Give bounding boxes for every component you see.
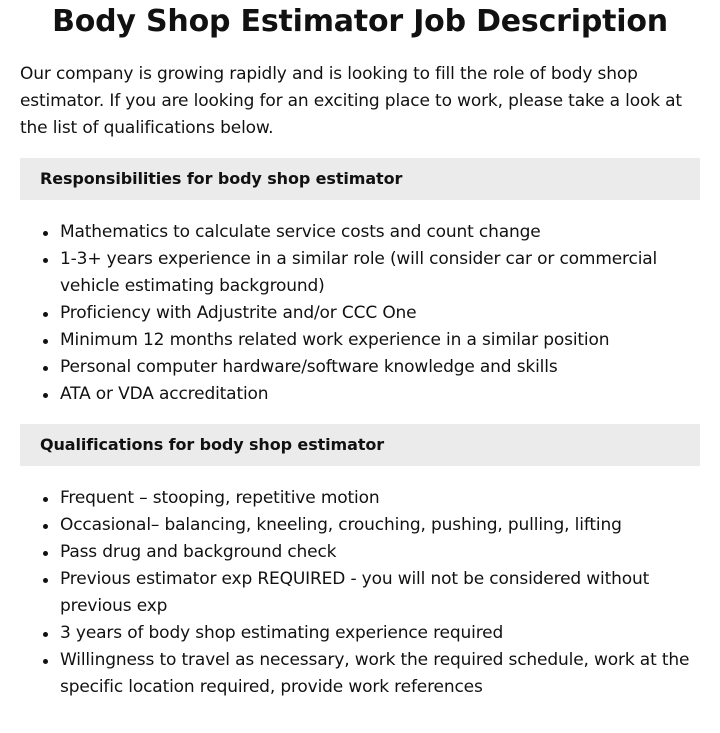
intro-paragraph: Our company is growing rapidly and is looking to fill the role of body shop estimator. If you are looking for an exciting place to work, please take a look at the list of qualifications below. [20, 64, 682, 138]
responsibility-item: Personal computer hardware/software knowledge and skills [60, 354, 700, 381]
qualification-item: Willingness to travel as necessary, work the required schedule, work at the specific location required, provide work references [60, 647, 700, 701]
qualification-item: Pass drug and background check [60, 539, 700, 566]
responsibility-item: Mathematics to calculate service costs and count change [60, 219, 700, 246]
responsibility-item: Minimum 12 months related work experience in a similar position [60, 327, 700, 354]
qualification-item: Occasional– balancing, kneeling, crouching, pushing, pulling, lifting [60, 512, 700, 539]
qualifications-heading: Qualifications for body shop estimator [20, 424, 700, 466]
page-title: Body Shop Estimator Job Description [52, 4, 668, 39]
responsibility-item: ATA or VDA accreditation [60, 381, 700, 408]
responsibilities-heading: Responsibilities for body shop estimator [20, 158, 700, 200]
qualification-item: 3 years of body shop estimating experience required [60, 620, 700, 647]
responsibility-item: 1-3+ years experience in a similar role (will consider car or commercial vehicle estimating background) [60, 246, 700, 300]
qualification-item: Frequent – stooping, repetitive motion [60, 485, 700, 512]
responsibilities-list [20, 219, 700, 408]
qualification-item: Previous estimator exp REQUIRED - you will not be considered without previous exp [60, 566, 700, 620]
responsibility-item: Proficiency with Adjustrite and/or CCC One [60, 300, 700, 327]
qualifications-list [20, 485, 700, 701]
